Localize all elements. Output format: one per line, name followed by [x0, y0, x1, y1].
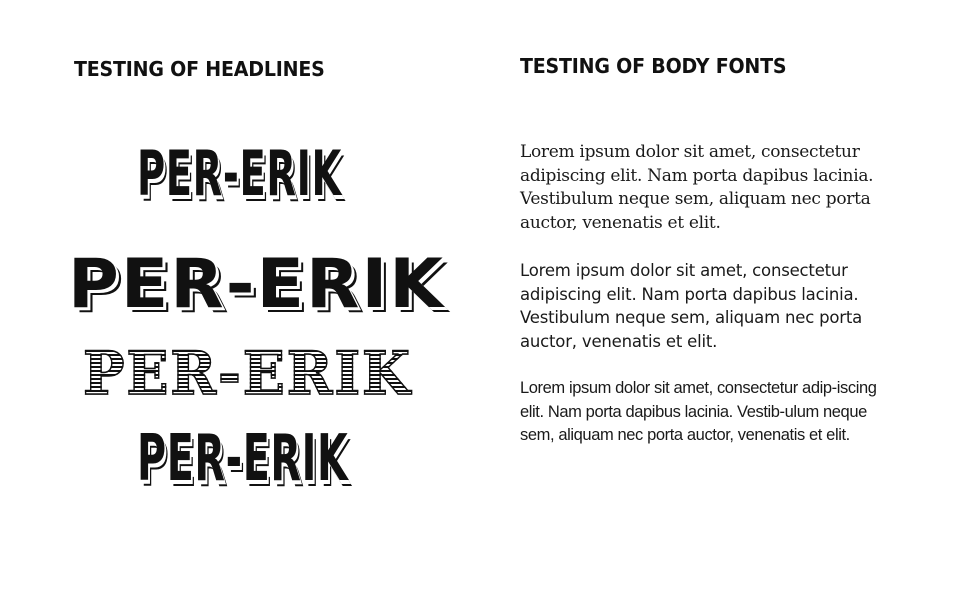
body-sample-humanist: Lorem ipsum dolor sit amet, consectetur adip-iscing elit. Nam porta dapibus lacinia. Vestib-ulum neque sem, aliquam nec porta auctor, venenatis et elit. [520, 379, 877, 444]
body-fonts-heading: TESTING OF BODY FONTS [520, 54, 787, 79]
body-sample-serif: Lorem ipsum dolor sit amet, consectetur adipiscing elit. Nam porta dapibus lacinia. Vestibulum neque sem, aliquam nec porta auctor, venenatis et elit. [520, 142, 874, 233]
headline-sample-condensed-2: PER-ERIK [137, 422, 349, 496]
body-sample-sans: Lorem ipsum dolor sit amet, consectetur adipiscing elit. Nam porta dapibus lacinia. Vestibulum neque sem, aliquam nec porta auctor, venenatis et elit. [520, 261, 863, 351]
headline-sample-engraved: PER-ERIK [83, 339, 412, 409]
headline-sample-distressed: PER-ERIK [68, 245, 446, 324]
headlines-heading: TESTING OF HEADLINES [74, 57, 325, 82]
headline-sample-condensed: PER-ERIK [137, 137, 342, 210]
